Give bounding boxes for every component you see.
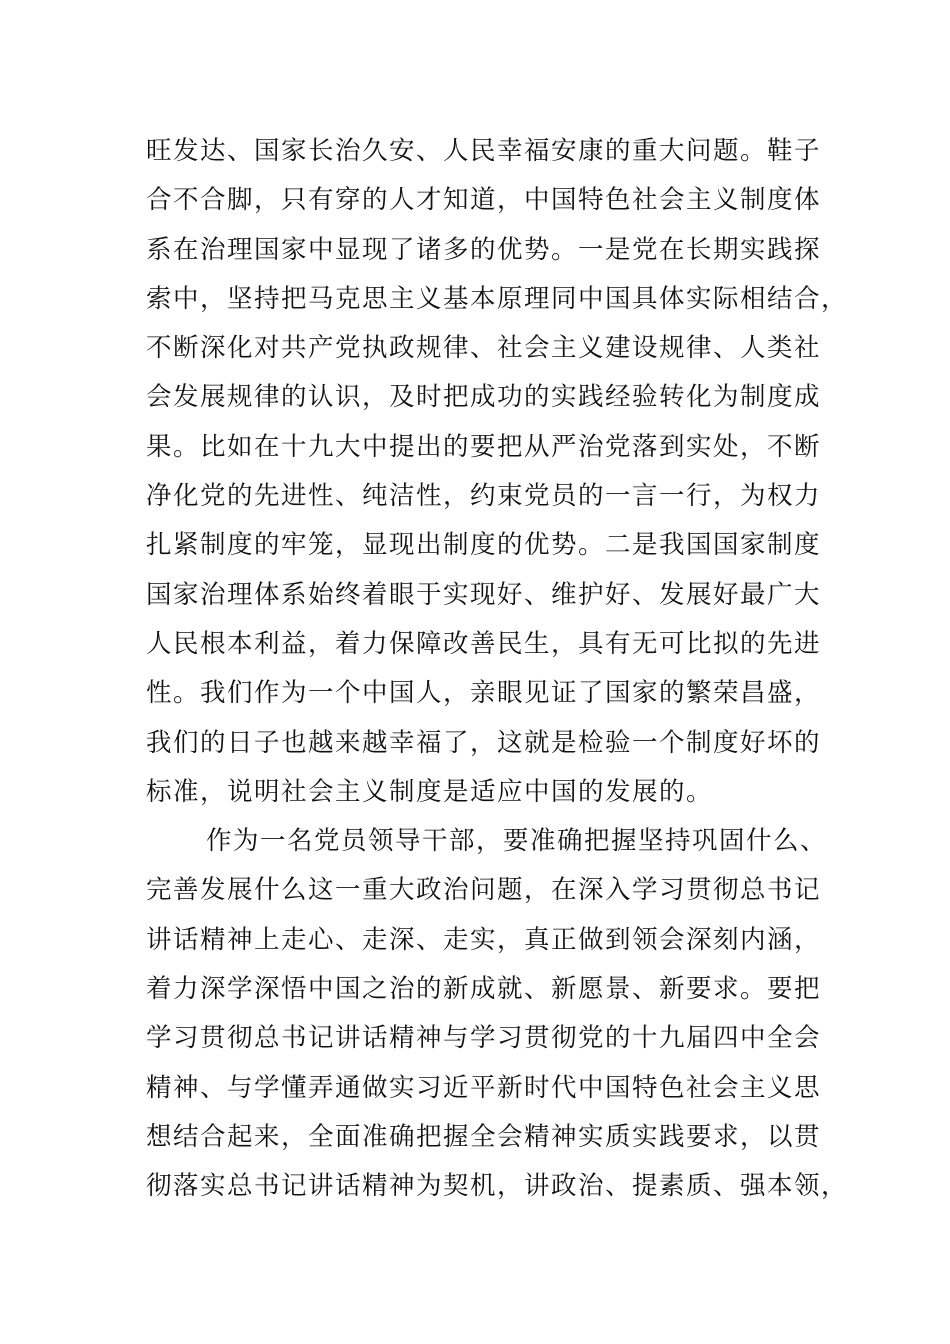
text-line: 精神、与学懂弄通做实习近平新时代中国特色社会主义思	[146, 1072, 822, 1103]
document-body	[146, 127, 849, 1212]
text-line: 讲话精神上走心、走深、走实，真正做到领会深刻内涵，	[146, 924, 822, 955]
text-line: 学习贯彻总书记讲话精神与学习贯彻党的十九届四中全会	[146, 1023, 822, 1054]
text-line: 着力深学深悟中国之治的新成就、新愿景、新要求。要把	[146, 974, 822, 1005]
text-line: 性。我们作为一个中国人，亲眼见证了国家的繁荣昌盛，	[146, 678, 822, 709]
text-line: 果。比如在十九大中提出的要把从严治党落到实处，不断	[146, 431, 822, 462]
text-line: 扎紧制度的牢笼，显现出制度的优势。二是我国国家制度	[146, 530, 822, 561]
text-line: 系在治理国家中显现了诸多的优势。一是党在长期实践探	[146, 234, 822, 265]
text-line: 不断深化对共产党执政规律、社会主义建设规律、人类社	[146, 333, 822, 364]
text-line: 索中，坚持把马克思主义基本原理同中国具体实际相结合，	[146, 283, 849, 314]
text-line: 合不合脚，只有穿的人才知道，中国特色社会主义制度体	[146, 185, 822, 216]
text-line: 净化党的先进性、纯洁性，约束党员的一言一行，为权力	[146, 481, 822, 512]
text-line: 会发展规律的认识，及时把成功的实践经验转化为制度成	[146, 382, 822, 413]
text-line: 标准，说明社会主义制度是适应中国的发展的。	[146, 776, 714, 807]
text-line: 完善发展什么这一重大政治问题，在深入学习贯彻总书记	[146, 875, 822, 906]
text-line: 彻落实总书记讲话精神为契机，讲政治、提素质、强本领，	[146, 1171, 849, 1202]
text-line: 旺发达、国家长治久安、人民幸福安康的重大问题。鞋子	[146, 136, 822, 166]
text-line: 我们的日子也越来越幸福了，这就是检验一个制度好坏的	[146, 727, 822, 758]
text-line: 想结合起来，全面准确把握全会精神实质实践要求，以贯	[146, 1121, 822, 1152]
paragraph-2	[146, 817, 849, 1211]
text-line: 人民根本利益，着力保障改善民生，具有无可比拟的先进	[146, 628, 822, 659]
paragraph-1	[146, 127, 849, 817]
text-line-indented: 作为一名党员领导干部，要准确把握坚持巩固什么、	[206, 826, 828, 857]
text-line: 国家治理体系始终着眼于实现好、维护好、发展好最广大	[146, 579, 822, 610]
